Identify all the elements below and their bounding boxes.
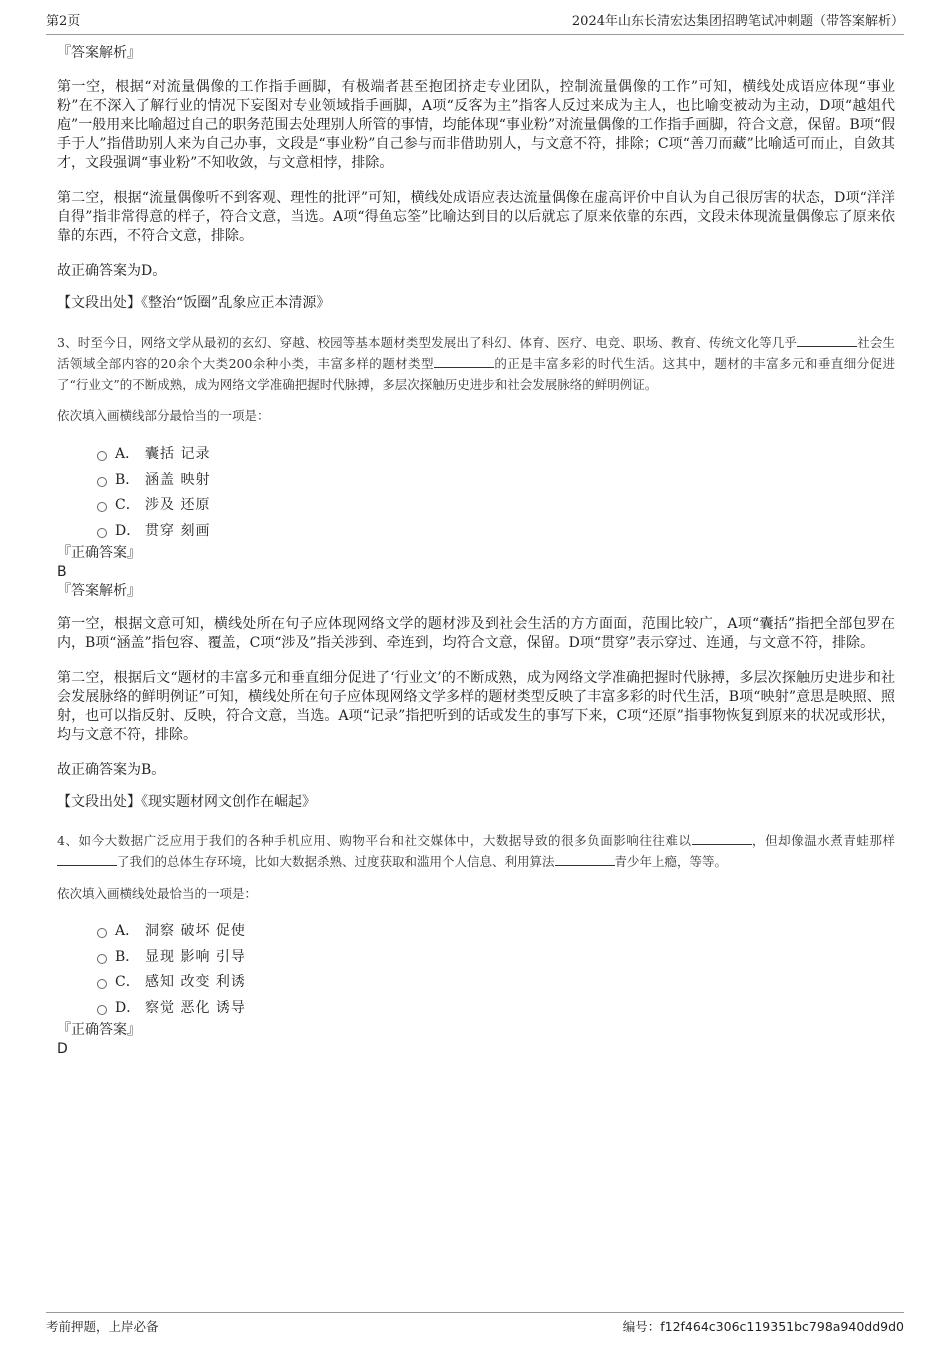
q4-option-c[interactable]: C． 感知 改变 利诱 [57,970,895,996]
q4-option-d[interactable]: D． 察觉 恶化 诱导 [57,996,895,1022]
q2-conclusion: 故正确答案为D。 [57,263,167,279]
q3-explain-label: 『答案解析』 [57,583,141,599]
q3-source: 【文段出处】《现实题材网文创作在崛起》 [57,794,316,810]
q3-conclusion: 故正确答案为B。 [57,762,166,778]
q2-explain-para2: 第二空，根据“流量偶像听不到客观、理性的批评”可知，横线处成语应表达流量偶像在虚高评价中自认为自己很厉害的状态，D项“洋洋自得”指非常得意的样子，符合文意，当选。A项“得鱼忘筌”比喻达到目的以后就忘了原来依靠的东西，文段未体现流量偶像忘了原来依靠的东西，不符合文意，排除。 [57,190,895,244]
q3-option-a[interactable]: A． 囊括 记录 [57,442,895,468]
page-footer [46,1312,904,1337]
q4-answer-label: 『正确答案』 [57,1022,141,1038]
q2-explain-label: 『答案解析』 [57,45,141,61]
page-header [46,12,904,35]
q3-explain-para1: 第一空，根据文意可知，横线处所在句子应体现网络文学的题材涉及到社会生活的方方面面，范围比较广，A项“囊括”指把全部包罗在内，B项“涵盖”指包容、覆盖，C项“涉及”指关涉到、牵连到，均符合文意，保留。D项“贯穿”表示穿过、连通，与文意不符，排除。 [57,616,895,651]
page-number: 第2页 [46,14,81,29]
footer-slogan: 考前押题，上岸必备 [46,1319,159,1334]
q3-question: 3、时至今日，网络文学从最初的玄幻、穿越、校园等基本题材类型发展出了科幻、体育、医疗、电竞、职场、教育、传统文化等几乎 社会生活领域全部内容的20余个大类200余种小类，丰富多样的题材类型 的正是丰富多彩的时代生活。这其中，题材的丰富多元和垂直细分促进了“行业文”的不断成熟，成为网络文学准确把握时代脉搏，多层次探触历史进步和社会发展脉络的鲜明例证。 [57,335,895,392]
q4-question: 4、如今大数据广泛应用于我们的各种手机应用、购物平台和社交媒体中，大数据导致的很多负面影响往往难以 ，但却像温水煮青蛙那样了我们的总体生存环境，比如大数据杀熟、过度获取和滥用个人信息、利用算法 青少年上瘾，等等。 [57,833,895,869]
blank [57,853,117,866]
q2-source: 【文段出处】《整治“饭圈”乱象应正本清源》 [57,295,331,311]
blank [434,355,494,368]
radio-button[interactable] [97,477,107,487]
radio-button[interactable] [97,928,107,938]
q3-option-b[interactable]: B． 涵盖 映射 [57,468,895,494]
radio-button[interactable] [97,451,107,461]
q4-option-a[interactable]: A． 洞察 破坏 促使 [57,919,895,945]
document-body [57,44,895,1059]
q4-answer: D [57,1041,68,1057]
document-code: 编号：f12f464c306c119351bc798a940dd9d0 [622,1319,904,1334]
q4-option-b[interactable]: B． 显现 影响 引导 [57,945,895,971]
radio-button[interactable] [97,1005,107,1015]
radio-button[interactable] [97,954,107,964]
radio-button[interactable] [97,979,107,989]
q4-options [57,919,895,1021]
blank [797,334,857,347]
radio-button[interactable] [97,502,107,512]
q3-option-d[interactable]: D． 贯穿 刻画 [57,519,895,545]
q3-options [57,442,895,544]
radio-button[interactable] [97,528,107,538]
q3-answer: B [57,564,67,580]
blank [692,832,752,845]
q3-explain-para2: 第二空，根据后文“题材的丰富多元和垂直细分促进了‘行业文’的不断成熟，成为网络文学准确把握时代脉搏，多层次探触历史进步和社会发展脉络的鲜明例证”可知，横线处所在句子应体现网络文学多样的题材类型反映了丰富多彩的时代生活，B项“映射”意思是映照、照射，也可以指反射、反映，符合文意，当选。A项“记录”指把听到的话或发生的事写下来，C项“还原”指事物恢复到原来的状况或形状，均与文意不符，排除。 [57,670,895,743]
q3-option-c[interactable]: C． 涉及 还原 [57,493,895,519]
q4-prompt: 依次填入画横线处最恰当的一项是： [57,886,258,901]
q3-prompt: 依次填入画横线部分最恰当的一项是： [57,408,270,423]
document-title: 2024年山东长清宏达集团招聘笔试冲刺题（带答案解析） [571,14,904,29]
blank [555,853,615,866]
q2-explain-para1: 第一空，根据“对流量偶像的工作指手画脚，有极端者甚至抱团挤走专业团队，控制流量偶像的工作”可知，横线处成语应体现“事业粉”在不深入了解行业的情况下妄图对专业领域指手画脚，A项“反客为主”指客人反过来成为主人，也比喻变被动为主动，D项“越俎代庖”一般用来比喻超过自己的职务范围去处理别人所管的事情，均能体现“事业粉”对流量偶像的工作指手画脚，符合文意，保留。B项“假手于人”指借助别人来为自己办事，文段是“事业粉”自己参与而非借助别人，与文意不符，排除；C项“善刀而藏”比喻适可而止，自敛其才，文段强调“事业粉”不知收敛，与文意相悖，排除。 [57,79,895,171]
q3-answer-label: 『正确答案』 [57,545,141,561]
